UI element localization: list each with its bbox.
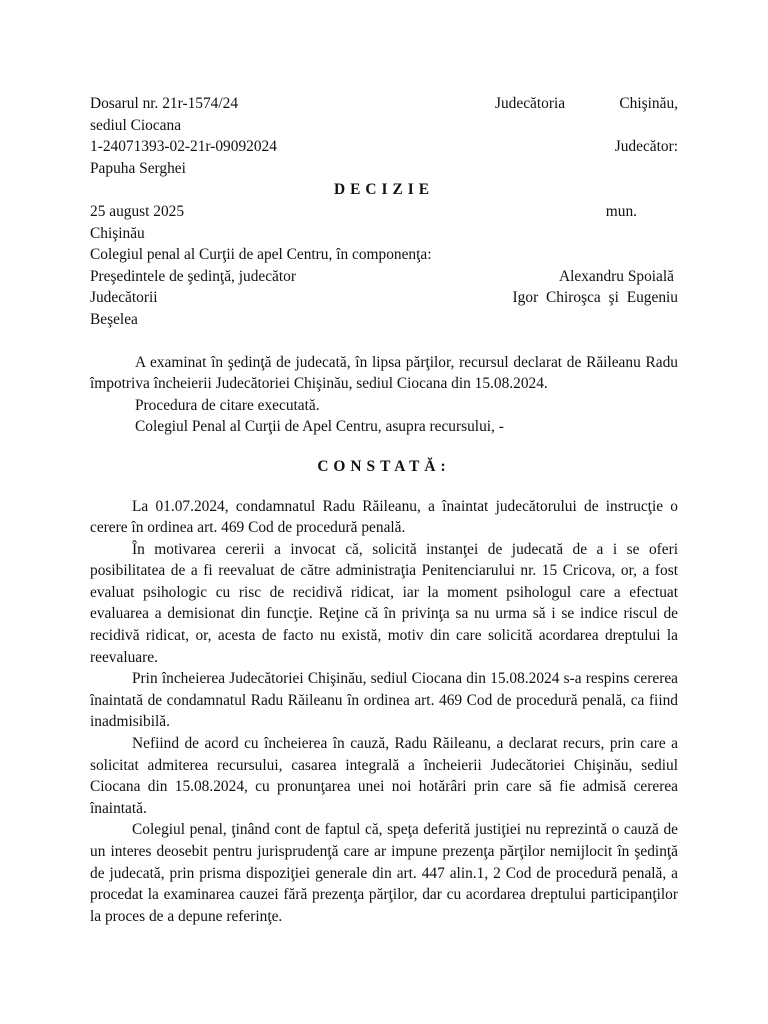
body-paragraph-1: La 01.07.2024, condamnatul Radu Răileanu, a înaintat judecătorului de instrucţie o cerere în ordinea art. 469 Cod de procedură penală. xyxy=(90,497,678,537)
president-name: Alexandru Spoială xyxy=(559,267,674,285)
judges-names: Igor Chiroşca şi Eugeniu xyxy=(512,289,678,307)
intro-paragraph-1: A examinat în şedinţă de judecată, în lipsa părţilor, recursul declarat de Răileanu Radu împotriva încheierii Judecătoriei Chişinău, sediul Ciocana din 15.08.2024. xyxy=(90,353,678,393)
body-paragraph-5: Colegiul penal, ţinând cont de faptul că, speţa deferită justiţiei nu reprezintă o cauză de un interes deosebit pentru jurisprudenţă care ar impune prezenţa părţilor nemijlocit în şedinţă de judecată, prin prisma dispoziţiei generale din art. 447 alin.1, 2 Cod de procedură penală, a procedat la examinarea cauzei fără prezenţa părţilor, dar cu acordarea dreptului participanţilor la proces de a depune referinţe. xyxy=(90,821,678,925)
panel-intro: Colegiul penal al Curţii de apel Centru, în componenţa: xyxy=(90,246,432,264)
body-paragraph-3: Prin încheierea Judecătoriei Chişinău, sediul Ciocana din 15.08.2024 s-a respins cererea înaintată de condamnatul Radu Răileanu în ordinea art. 469 Cod de procedură penală, ca fiind inadmisibilă. xyxy=(90,670,678,731)
place-name: Chişinău xyxy=(90,224,145,242)
panel-judges-line xyxy=(90,287,678,309)
document-content xyxy=(90,93,678,927)
court-seat: sediul Ciocana xyxy=(90,116,182,134)
case-number: Dosarul nr. 21r-1574/24 xyxy=(90,95,239,112)
court-name-right: Chişinău, xyxy=(619,95,678,112)
president-label: Preşedintele de şedinţă, judecător xyxy=(90,267,296,285)
judge-label: Judecător: xyxy=(614,138,678,156)
date-line xyxy=(90,201,678,223)
body-paragraph-4: Nefiind de acord cu încheierea în cauză, Radu Răileanu, a declarat recurs, prin care a solicitat admiterea recursului, casarea integrală a încheierii Judecătoriei Chişinău, sediul Ciocana din 15.08.2024, cu pronunţarea unei noi hotărâri prin care să fie admisă cererea înaintată. xyxy=(90,735,678,817)
body-paragraph-2: În motivarea cererii a invocat că, solicită instanţei de judecată de a i se oferi posibilitatea de a fi reevaluat de către administraţia Penitenciarului nr. 15 Cricova, or, a fost evaluat psihologic cu risc de recidivă ridicat, iar la moment psihologul care a efectuat evaluarea a demisionat din funcţie. Reţine că în privinţa sa nu urma să i se indice riscul de recidivă ridicat, or, acesta de facto nu există, motiv din care solicită acordarea dreptului la reevaluare. xyxy=(90,540,678,666)
intro-paragraph-2: Procedura de citare executată. xyxy=(135,396,320,414)
case-id: 1-24071393-02-21r-09092024 xyxy=(90,138,277,156)
judge-name: Papuha Serghei xyxy=(90,159,186,177)
spacer xyxy=(90,478,678,496)
spacer xyxy=(90,331,678,352)
header-line-3 xyxy=(90,136,678,158)
decision-date: 25 august 2025 xyxy=(90,202,185,220)
intro-paragraph-3: Colegiul Penal al Curţii de Apel Centru, asupra recursului, - xyxy=(135,418,504,436)
header-line-1 xyxy=(90,93,678,115)
panel-president-line xyxy=(90,266,678,288)
judges-names-cont: Beşelea xyxy=(90,310,138,328)
court-name-left: Judecătoria xyxy=(495,95,566,112)
spacer xyxy=(90,438,678,456)
document-title: DECIZIE xyxy=(333,181,434,199)
section-title: CONSTATĂ: xyxy=(317,457,451,475)
court-name xyxy=(495,93,678,115)
place-prefix: mun. xyxy=(605,202,637,220)
judges-label: Judecătorii xyxy=(90,289,158,307)
